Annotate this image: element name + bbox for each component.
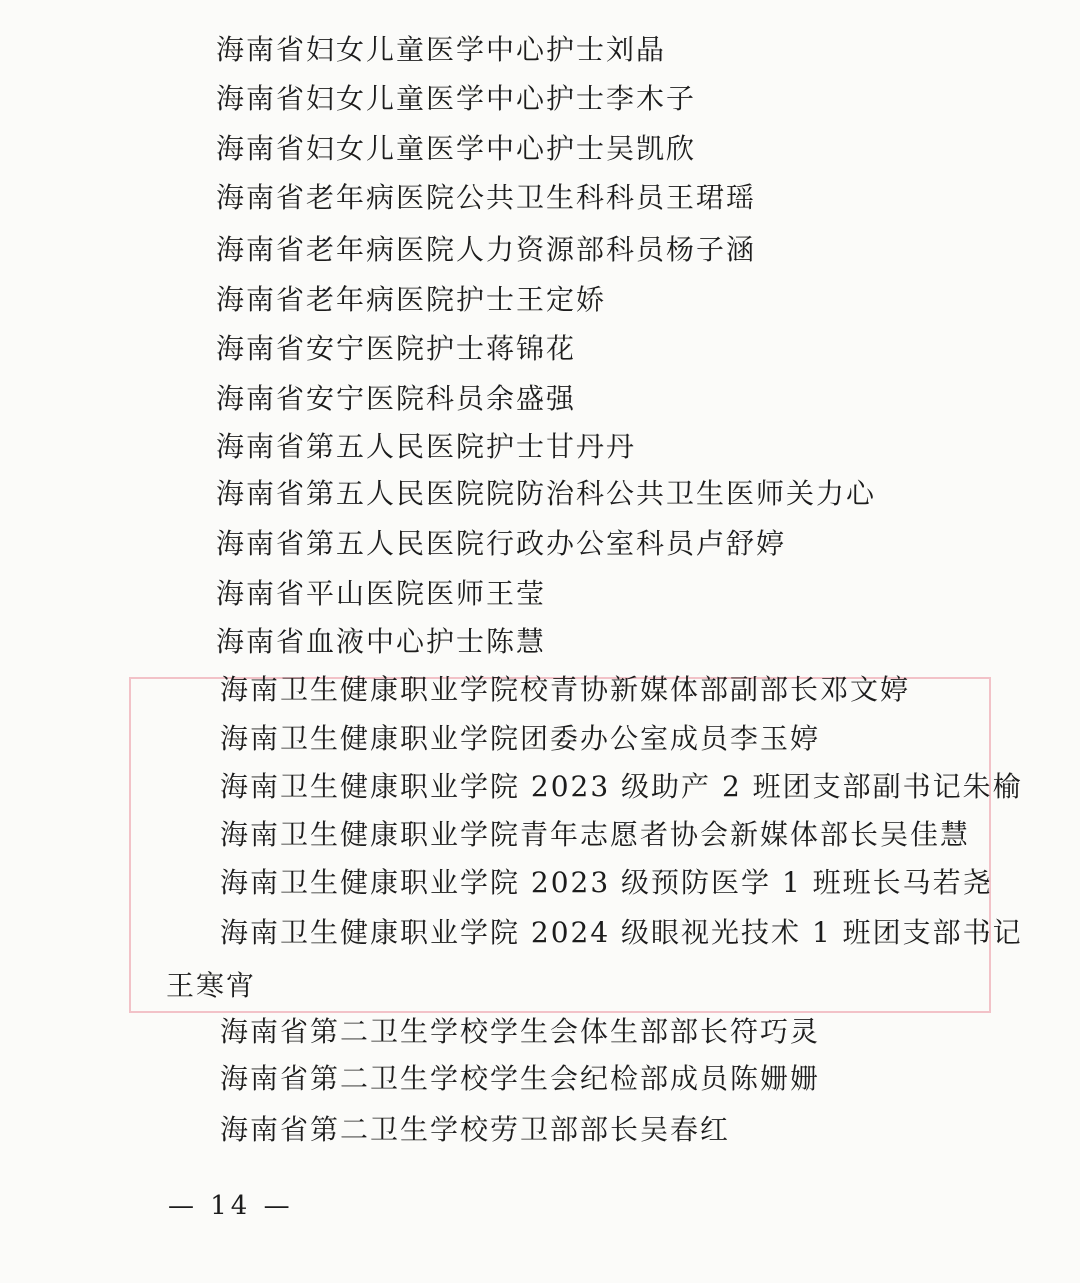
list-item: 海南省老年病医院人力资源部科员杨子涵 — [216, 233, 757, 266]
list-item: 海南卫生健康职业学院青年志愿者协会新媒体部长吴佳慧 — [220, 818, 971, 851]
list-item: 海南省老年病医院护士王定娇 — [216, 283, 607, 316]
list-item: 海南卫生健康职业学院 2023 级助产 2 班团支部副书记朱榆 — [220, 770, 1023, 803]
list-item: 王寒宵 — [166, 969, 257, 1002]
list-item: 海南省血液中心护士陈慧 — [216, 625, 547, 658]
list-item: 海南省第二卫生学校学生会纪检部成员陈姗姗 — [220, 1062, 821, 1095]
list-item: 海南省安宁医院科员余盛强 — [216, 382, 577, 415]
list-item: 海南省第二卫生学校劳卫部部长吴春红 — [220, 1113, 731, 1146]
list-item: 海南省安宁医院护士蒋锦花 — [216, 332, 577, 365]
list-item: 海南卫生健康职业学院 2023 级预防医学 1 班班长马若尧 — [220, 866, 993, 899]
list-item: 海南省第五人民医院护士甘丹丹 — [216, 430, 637, 463]
list-item: 海南省第二卫生学校学生会体生部部长符巧灵 — [220, 1015, 821, 1048]
list-item: 海南省第五人民医院院防治科公共卫生医师关力心 — [216, 477, 877, 510]
list-item: 海南省妇女儿童医学中心护士刘晶 — [216, 33, 667, 66]
list-item: 海南省平山医院医师王莹 — [216, 577, 547, 610]
list-item: 海南省老年病医院公共卫生科科员王珺瑶 — [216, 181, 757, 214]
list-item: 海南卫生健康职业学院校青协新媒体部副部长邓文婷 — [220, 673, 911, 706]
list-item: 海南省第五人民医院行政办公室科员卢舒婷 — [216, 527, 787, 560]
list-item: 海南省妇女儿童医学中心护士吴凯欣 — [216, 132, 697, 165]
list-item: 海南卫生健康职业学院 2024 级眼视光技术 1 班团支部书记 — [220, 916, 1023, 949]
list-item: 海南省妇女儿童医学中心护士李木子 — [216, 82, 697, 115]
page-number: — 14 — — [168, 1191, 294, 1221]
list-item: 海南卫生健康职业学院团委办公室成员李玉婷 — [220, 722, 821, 755]
